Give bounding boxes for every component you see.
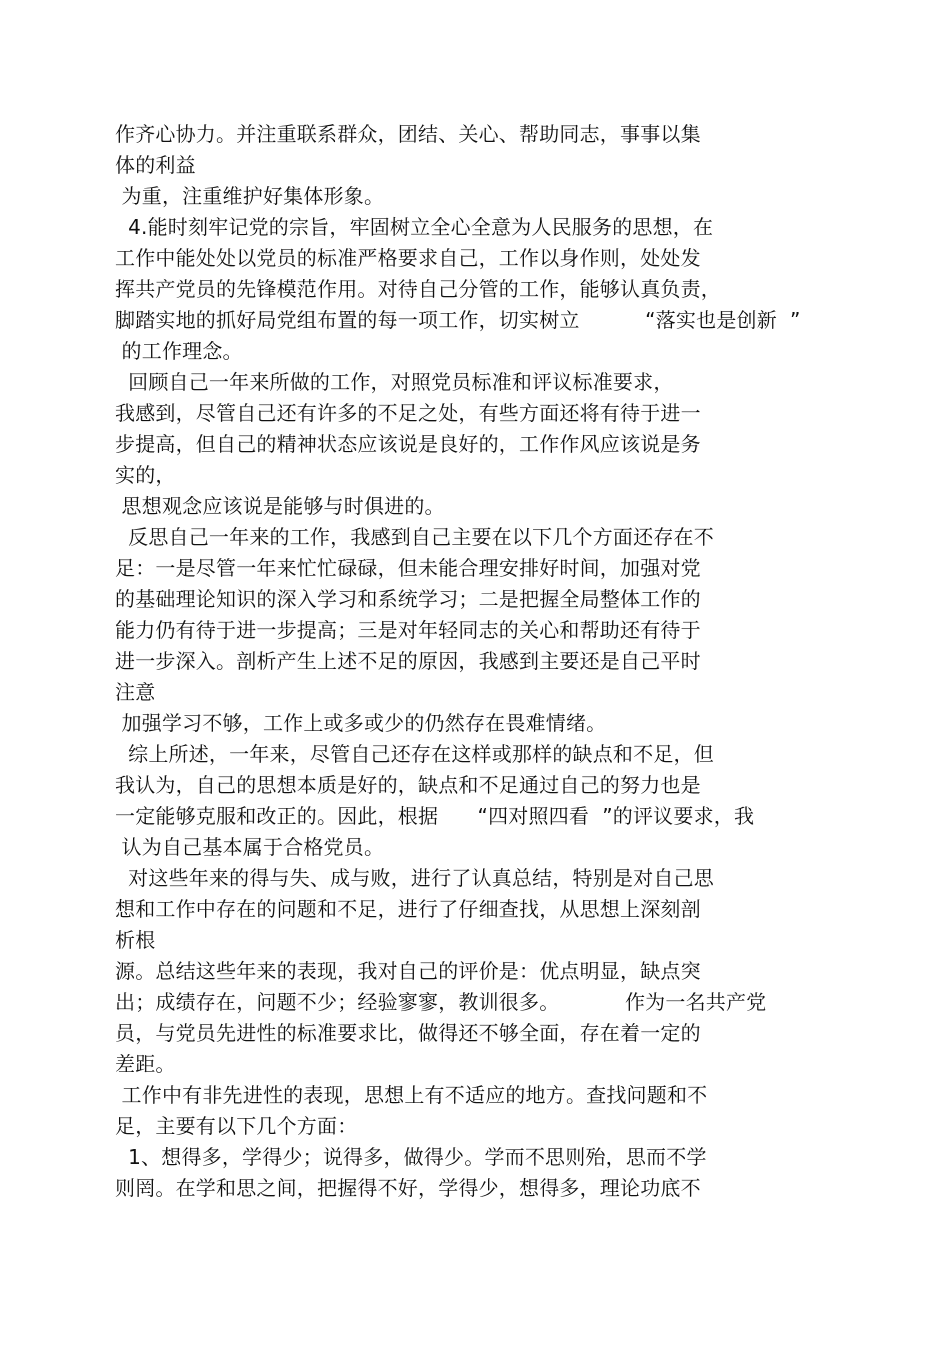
text-line-20: 加强学习不够，工作上或多或少的仍然存在畏难情绪。 [115, 711, 607, 735]
text-line-13: 思想观念应该说是能够与时俱进的。 [115, 494, 445, 518]
text-line-33: 足，主要有以下几个方面： [115, 1114, 358, 1138]
text-line-22: 我认为，自己的思想本质是好的，缺点和不足通过自己的努力也是 [115, 773, 701, 797]
text-line-16: 的基础理论知识的深入学习和系统学习；二是把握全局整体工作的 [115, 587, 701, 611]
text-line-4: 4.能时刻牢记党的宗旨，牢固树立全心全意为人民服务的思想，在 [115, 215, 714, 239]
text-line-10: 我感到，尽管自己还有许多的不足之处，有些方面还将有待于进一 [115, 401, 701, 425]
text-line-19: 注意 [115, 680, 156, 704]
text-line-11: 步提高，但自己的精神状态应该说是良好的，工作作风应该说是务 [115, 432, 701, 456]
text-line-18: 进一步深入。剖析产生上述不足的原因，我感到主要还是自己平时 [115, 649, 701, 673]
text-line-31: 差距。 [115, 1052, 176, 1076]
text-line-17: 能力仍有待于进一步提高；三是对年轻同志的关心和帮助还有待于 [115, 618, 701, 642]
text-line-14: 反思自己一年来的工作，我感到自己主要在以下几个方面还存在不 [115, 525, 714, 549]
text-line-24: 认为自己基本属于合格党员。 [115, 835, 385, 859]
text-line-27: 析根 [115, 928, 156, 952]
text-line-25: 对这些年来的得与失、成与败，进行了认真总结，特别是对自己思 [115, 866, 714, 890]
text-line-15: 足：一是尽管一年来忙忙碌碌，但未能合理安排好时间，加强对党 [115, 556, 701, 580]
text-line-23: 一定能够克服和改正的。因此，根据 “四对照四看 ”的评议要求，我 [115, 804, 755, 828]
text-line-7: 脚踏实地的抓好局党组布置的每一项工作，切实树立 “落实也是创新 ” [115, 308, 801, 332]
text-line-3: 为重，注重维护好集体形象。 [115, 184, 385, 208]
text-line-2: 体的利益 [115, 153, 196, 177]
text-line-28: 源。总结这些年来的表现，我对自己的评价是：优点明显，缺点突 [115, 959, 701, 983]
text-line-34: 1、想得多，学得少；说得多，做得少。学而不思则殆，思而不学 [115, 1145, 707, 1169]
text-line-26: 想和工作中存在的问题和不足，进行了仔细查找，从思想上深刻剖 [115, 897, 701, 921]
text-line-5: 工作中能处处以党员的标准严格要求自己，工作以身作则，处处发 [115, 246, 701, 270]
text-line-21: 综上所述，一年来，尽管自己还存在这样或那样的缺点和不足，但 [115, 742, 714, 766]
text-line-6: 挥共产党员的先锋模范作用。对待自己分管的工作，能够认真负责， [115, 277, 721, 301]
text-line-35: 则罔。在学和思之间，把握得不好，学得少，想得多，理论功底不 [115, 1176, 701, 1200]
text-line-9: 回顾自己一年来所做的工作，对照党员标准和评议标准要求， [115, 370, 674, 394]
text-line-32: 工作中有非先进性的表现，思想上有不适应的地方。查找问题和不 [115, 1083, 708, 1107]
text-line-8: 的工作理念。 [115, 339, 243, 363]
text-line-30: 员，与党员先进性的标准要求比，做得还不够全面，存在着一定的 [115, 1021, 701, 1045]
text-line-12: 实的， [115, 463, 176, 487]
text-line-1: 作齐心协力。并注重联系群众，团结、关心、帮助同志，事事以集 [115, 122, 701, 146]
text-line-29: 出；成绩存在，问题不少；经验寥寥，教训很多。 作为一名共产党 [115, 990, 767, 1014]
